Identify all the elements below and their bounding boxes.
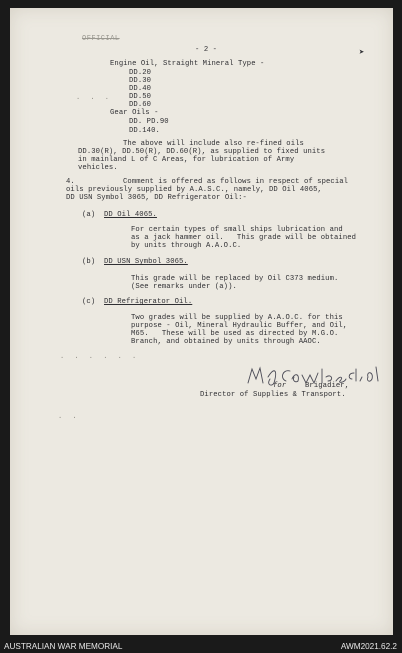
- item-line: Two grades will be supplied by A.A.O.C. for this: [131, 314, 343, 322]
- item-line: purpose - Oil, Mineral Hydraulic Buffer, and Oil,: [131, 322, 348, 330]
- item-line: M65. These will be used as directed by M.G.O.: [131, 330, 339, 338]
- engine-oil-grade: DD.20: [129, 69, 152, 77]
- signatory-title: Director of Supplies & Transport.: [200, 391, 346, 399]
- item-line: by units through A.A.O.C.: [131, 242, 242, 250]
- item-line: Branch, and obtained by units through AAOC.: [131, 338, 321, 346]
- engine-oil-grade: DD.40: [129, 85, 152, 93]
- item-label: (c): [82, 298, 96, 306]
- arrow-marker-icon: ➤: [359, 48, 365, 58]
- item-line: as a jack hammer oil. This grade will be obtained: [131, 234, 357, 242]
- item-title: DD USN Symbol 3065.: [104, 258, 188, 266]
- item-label: (b): [82, 258, 96, 266]
- signatory-rank: Brigadier,: [305, 382, 350, 390]
- footer-source: AUSTRALIAN WAR MEMORIAL: [4, 642, 123, 651]
- item-line: (See remarks under (a)).: [131, 283, 237, 291]
- item-label: (a): [82, 211, 96, 219]
- gear-oil-grade: DD. PD.90: [129, 118, 169, 126]
- engine-oil-grade: DD.60: [129, 101, 152, 109]
- paragraph-line: The above will include also re-fined oils: [123, 140, 304, 148]
- paragraph-line: oils previously supplied by A.A.S.C., namely, DD Oil 4065,: [66, 186, 322, 194]
- item-line: For certain types of small ships lubrication and: [131, 226, 343, 234]
- archive-footer: [0, 640, 402, 653]
- document-page: [10, 8, 393, 635]
- paragraph-line: in mainland L of C Areas, for lubrication of Army: [78, 156, 295, 164]
- item-title: DD Refrigerator Oil.: [104, 298, 193, 306]
- ink-mark: . .: [58, 413, 80, 421]
- paragraph-line: vehicles.: [78, 164, 118, 172]
- ink-mark: . . .: [76, 94, 113, 102]
- gear-oil-heading: Gear Oils -: [110, 109, 159, 117]
- item-title: DD Oil 4065.: [104, 211, 157, 219]
- footer-accession-number: AWM2021.62.2: [340, 642, 397, 651]
- gear-oil-grade: DD.140.: [129, 127, 160, 135]
- paragraph-line: DD.30(R), DD.50(R), DD.60(R), as supplied to fixed units: [78, 148, 326, 156]
- signature-for: for: [273, 382, 287, 390]
- item-line: This grade will be replaced by Oil C373 medium.: [131, 275, 339, 283]
- paragraph-number: 4.: [66, 178, 75, 186]
- engine-oil-heading: Engine Oil, Straight Mineral Type -: [110, 60, 265, 68]
- official-stamp: OFFICIAL: [82, 35, 120, 43]
- engine-oil-grade: DD.50: [129, 93, 152, 101]
- engine-oil-grade: DD.30: [129, 77, 152, 85]
- ink-mark: . . . . . .: [60, 353, 140, 361]
- paragraph-line: DD USN Symbol 3065, DD Refrigerator Oil:-: [66, 194, 247, 202]
- page-number: - 2 -: [195, 46, 218, 54]
- paragraph-line: Comment is offered as follows in respect of special: [123, 178, 349, 186]
